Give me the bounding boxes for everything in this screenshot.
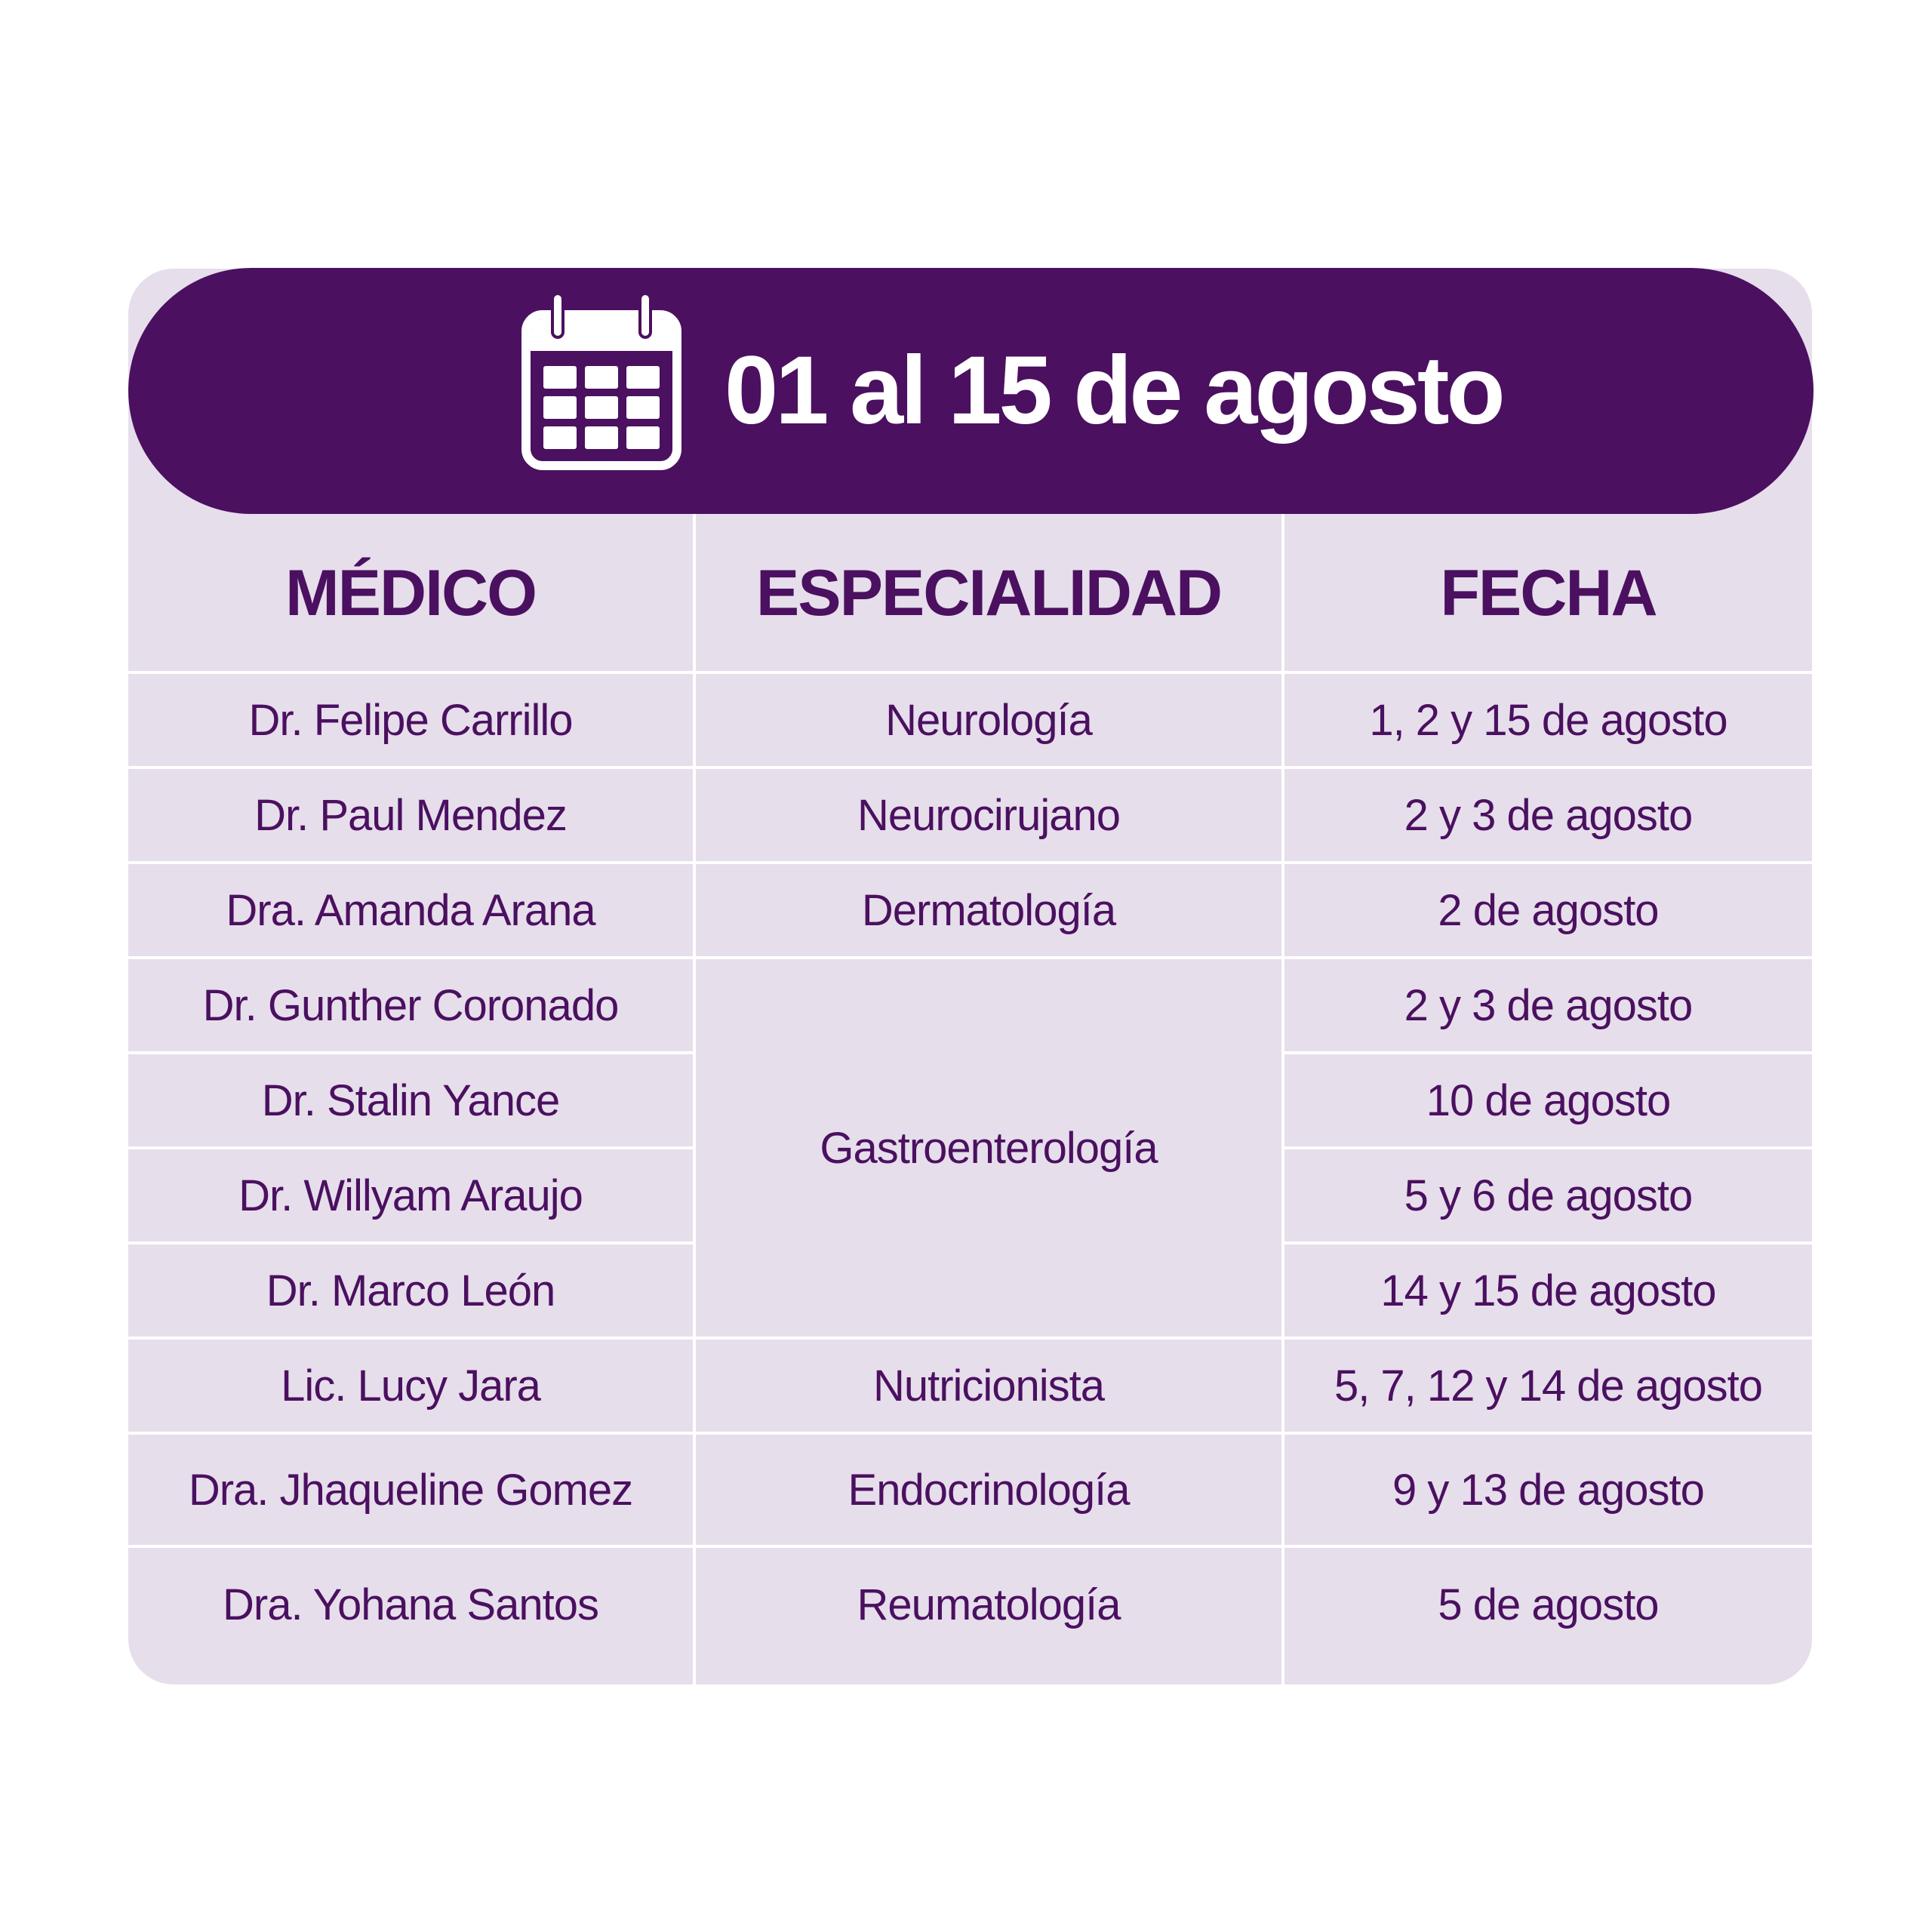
table-cell-medico: Dr. Willyam Araujo bbox=[238, 1171, 583, 1220]
table-cell-especialidad-merged: Gastroenterología bbox=[820, 1123, 1158, 1173]
table-cell-medico: Dr. Stalin Yance bbox=[261, 1075, 560, 1125]
table-cell-medico: Dra. Jhaqueline Gomez bbox=[188, 1465, 633, 1515]
table-cell-medico: Dra. Yohana Santos bbox=[223, 1580, 598, 1629]
table-cell-fecha: 5 de agosto bbox=[1438, 1580, 1659, 1629]
column-header-fecha: FECHA bbox=[1440, 556, 1657, 629]
table-cell-medico: Dr. Paul Mendez bbox=[254, 790, 567, 840]
table-cell-fecha: 5, 7, 12 y 14 de agosto bbox=[1334, 1361, 1763, 1411]
table-cell-fecha: 2 y 3 de agosto bbox=[1404, 790, 1693, 840]
calendar-icon bbox=[521, 291, 682, 472]
table-cell-especialidad: Endocrinología bbox=[848, 1465, 1130, 1515]
table-cell-fecha: 10 de agosto bbox=[1426, 1075, 1671, 1125]
table-cell-fecha: 2 y 3 de agosto bbox=[1404, 980, 1693, 1030]
table-cell-fecha: 2 de agosto bbox=[1438, 885, 1659, 935]
table-cell-medico: Dra. Amanda Arana bbox=[226, 885, 595, 935]
table-cell-fecha: 5 y 6 de agosto bbox=[1404, 1171, 1693, 1220]
table-cell-especialidad: Neurología bbox=[885, 695, 1092, 745]
table-cell-especialidad: Neurocirujano bbox=[857, 790, 1121, 840]
title-banner bbox=[128, 268, 1814, 514]
table-cell-fecha: 9 y 13 de agosto bbox=[1392, 1465, 1704, 1515]
column-header-especialidad: ESPECIALIDAD bbox=[755, 556, 1222, 629]
table-cell-fecha: 14 y 15 de agosto bbox=[1380, 1266, 1716, 1315]
table-cell-especialidad: Nutricionista bbox=[872, 1361, 1105, 1411]
table-cell-medico: Dr. Gunther Coronado bbox=[202, 980, 619, 1030]
table-cell-medico: Dr. Marco León bbox=[266, 1266, 555, 1315]
table-cell-fecha: 1, 2 y 15 de agosto bbox=[1369, 695, 1727, 745]
table-cell-especialidad: Reumatología bbox=[857, 1580, 1121, 1629]
column-header-medico: MÉDICO bbox=[285, 556, 536, 629]
table-cell-medico: Dr. Felipe Carrillo bbox=[248, 695, 573, 745]
table-cell-medico: Lic. Lucy Jara bbox=[281, 1361, 540, 1411]
table-cell-especialidad: Dermatología bbox=[861, 885, 1116, 935]
page-title: 01 al 15 de agosto bbox=[724, 337, 1503, 445]
